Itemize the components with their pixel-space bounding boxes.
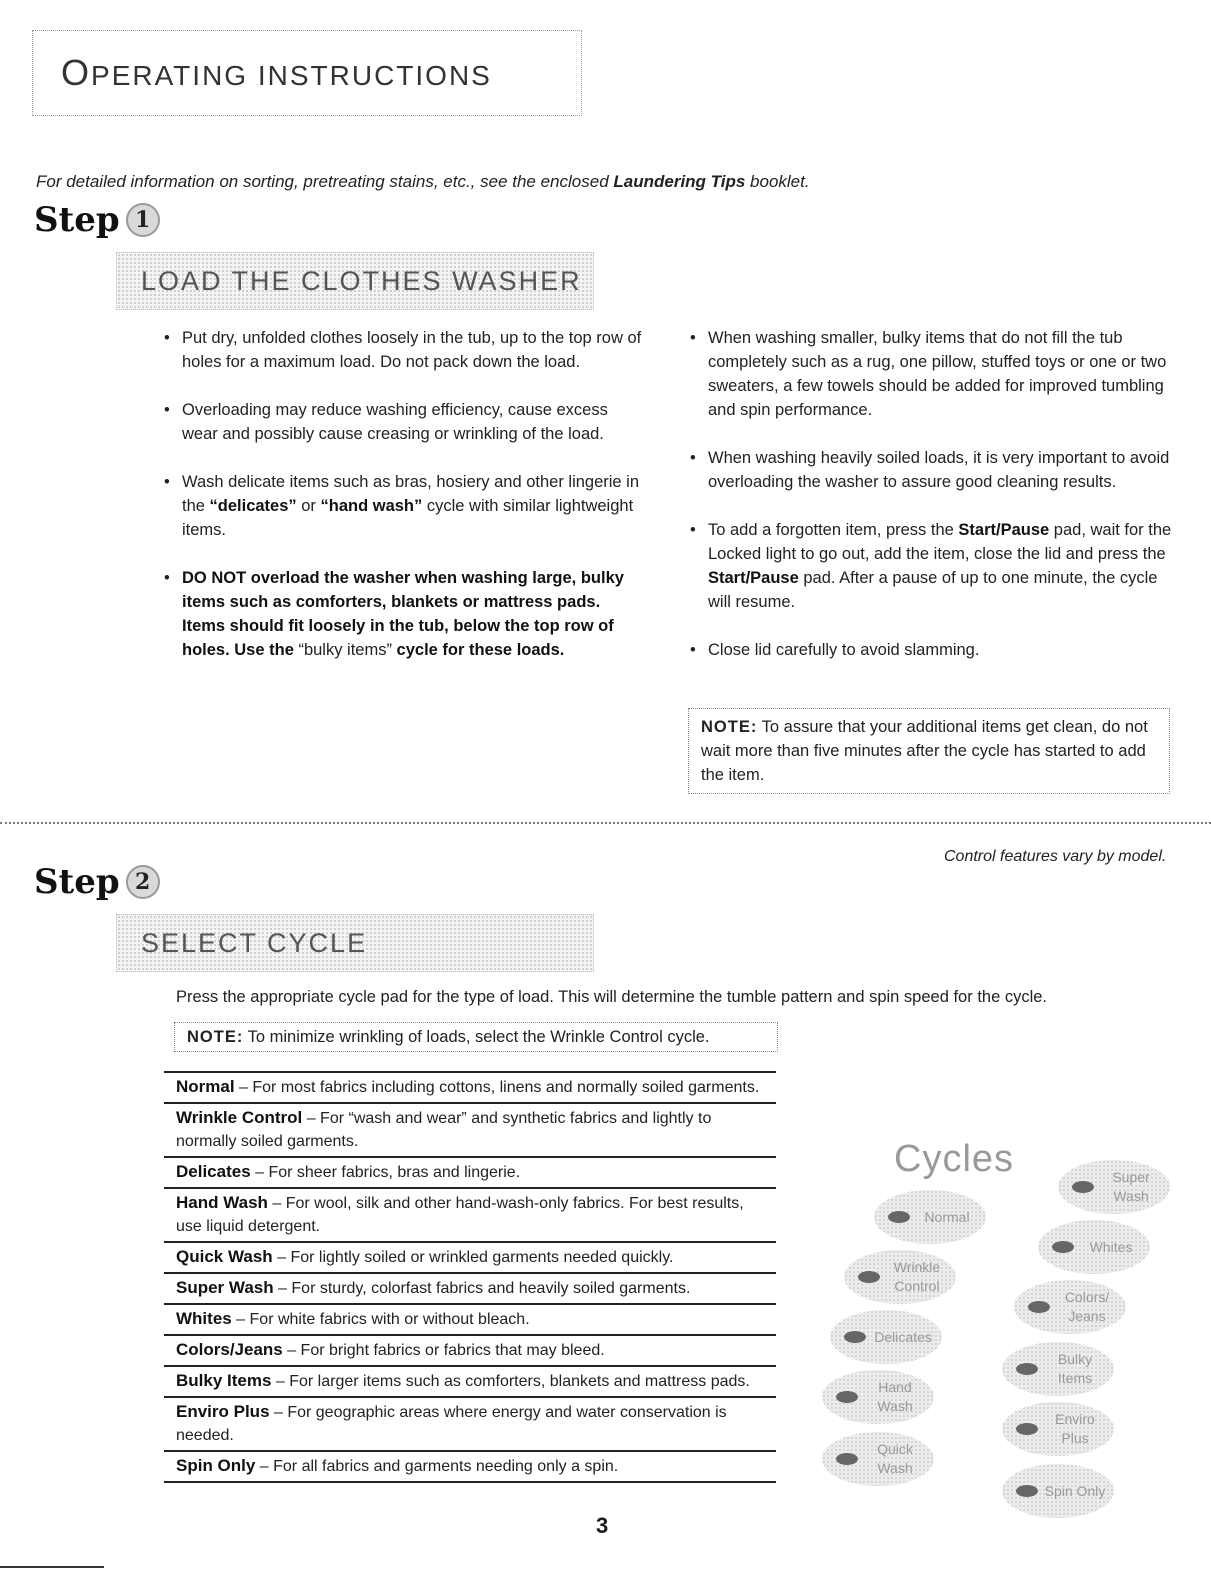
step1-left-column [162,326,646,686]
cycle-description: – For white fabrics with or without bleach. [231,1311,530,1328]
cycle-pad-hand-wash[interactable] [822,1370,934,1424]
cycle-name: Spin Only [176,1456,256,1475]
table-row [164,1450,776,1483]
step2-band-title: SELECT CYCLE [141,927,368,958]
step1-band-title: LOAD THE CLOTHES WASHER [141,265,582,296]
step1-band [116,252,594,310]
cycle-pad-label: Enviro Plus [1055,1411,1095,1446]
bullet-item [162,470,646,542]
step2-heading [34,862,160,902]
intro-pre: For detailed information on sorting, pretreating stains, etc., see the enclosed [36,172,614,191]
intro-post: booklet. [745,172,810,191]
bullet-text: or [296,497,321,515]
emphasis-text: Start/Pause [958,521,1050,539]
cycle-pad-bulky-items[interactable] [1002,1342,1114,1396]
cycle-description: – For larger items such as comforters, blankets and mattress pads. [271,1373,750,1390]
emphasis-text: overload the washer when washing large, bulky items such as comforters, blankets or mattress pads. Items should fit loosely in the tub, below the top row of holes. Use the [182,569,624,659]
emphasis-text: cycle for these loads. [391,641,565,659]
emphasis-text: DO NOT [182,569,247,587]
cycle-pad-label: Bulky Items [1057,1351,1093,1386]
cycle-name: Normal [176,1077,235,1096]
bullet-text: Put dry, unfolded clothes loosely in the tub, up to the top row of holes for a maximum load. Do not pack down the load. [182,329,642,371]
bullet-text: “bulky items” [298,641,392,659]
footer-rule [0,1566,104,1568]
table-row [164,1156,776,1187]
cycle-name: Delicates [176,1162,251,1181]
emphasis-text: Start/Pause [708,569,799,587]
step1-right-list [688,326,1178,662]
table-row [164,1272,776,1303]
emphasis-text: “delicates” [209,497,297,515]
note-label: NOTE: [187,1028,244,1046]
cycle-description: – For bright fabrics or fabrics that may bleed. [282,1342,605,1359]
bullet-text: Overloading may reduce washing efficiency, cause excess wear and possibly cause creasing or wrinkling of the load. [182,401,608,443]
bullet-item [688,518,1178,614]
table-row [164,1102,776,1156]
bullet-item [688,446,1178,494]
cycle-pad-super-wash[interactable] [1058,1160,1170,1214]
step2-label: Step [34,862,120,902]
cycle-pad-spin-only[interactable] [1002,1464,1114,1518]
indicator-light-icon [1052,1241,1074,1253]
emphasis-text: “hand wash” [320,497,423,515]
cycle-description: – For wool, silk and other hand-wash-only fabrics. For best results, use liquid detergent. [176,1195,744,1235]
cycle-pad-label: Hand Wash [877,1379,913,1414]
cycle-pad-label: Colors/ Jeans [1064,1289,1110,1324]
step2-note [174,1022,778,1052]
step1-label: Step [34,200,120,240]
cycle-pad-quick-wash[interactable] [822,1432,934,1486]
table-row [164,1303,776,1334]
cycle-description: – For most fabrics including cottons, linens and normally soiled garments. [234,1079,760,1096]
cycle-description: – For all fabrics and garments needing only a spin. [255,1458,619,1475]
cycle-name: Colors/Jeans [176,1340,283,1359]
cycle-pad-label: Quick Wash [877,1441,913,1476]
table-row [164,1241,776,1272]
indicator-light-icon [1028,1301,1050,1313]
cycle-descriptions-table [164,1071,776,1483]
step2-number-icon: 2 [126,865,160,899]
step1-right-column [688,326,1178,686]
bullet-item [688,326,1178,422]
cycle-pad-label: Spin Only [1044,1482,1106,1499]
cycle-pad-normal[interactable] [874,1190,986,1244]
bullet-item [162,398,646,446]
cycle-pad-label: Wrinkle Control [893,1259,941,1294]
cycle-pad-colors-jeans[interactable] [1014,1280,1126,1334]
bullet-text: To add a forgotten item, press the [708,521,959,539]
cycle-name: Bulky Items [176,1371,272,1390]
indicator-light-icon [836,1391,858,1403]
note-text: To minimize wrinkling of loads, select the Wrinkle Control cycle. [243,1028,710,1046]
cycle-name: Wrinkle Control [176,1108,303,1127]
table-row [164,1187,776,1241]
bullet-text: Close lid carefully to avoid slamming. [708,641,980,659]
intro-bold: Laundering Tips [613,172,746,191]
indicator-light-icon [844,1331,866,1343]
cycle-pad-enviro-plus[interactable] [1002,1402,1114,1456]
bullet-text: Wash delicate items such as bras, hosiery and other lingerie in the [182,473,640,515]
step1-left-list [162,326,646,662]
note-label: NOTE: [701,718,758,736]
cycle-description: – For sheer fabrics, bras and lingerie. [250,1164,521,1181]
bullet-text: pad. After a pause of up to one minute, the cycle will resume. [708,569,1158,611]
indicator-light-icon [1016,1485,1038,1497]
note-text: To assure that your additional items get clean, do not wait more than five minutes after the cycle has started to add the item. [701,718,1148,784]
step2-band [116,914,594,972]
page-title: OPERATING INSTRUCTIONS [61,52,492,93]
bullet-item [162,326,646,374]
bullet-text: When washing heavily soiled loads, it is very important to avoid overloading the washer to assure good cleaning results. [708,449,1170,491]
indicator-light-icon [858,1271,880,1283]
step1-heading [34,200,160,240]
cycle-description: – For “wash and wear” and synthetic fabrics and lightly to normally soiled garments. [176,1110,712,1150]
table-row [164,1071,776,1102]
table-row [164,1365,776,1396]
step1-number-icon: 1 [126,203,160,237]
section-divider [0,822,1211,824]
table-row [164,1396,776,1450]
intro-text [36,172,810,192]
bullet-item [162,566,646,662]
control-features-note: Control features vary by model. [944,848,1167,865]
cycle-name: Enviro Plus [176,1402,270,1421]
title-box [32,30,582,116]
bullet-text: pad, wait for the Locked light to go out, add the item, close the lid and press the [708,521,1172,563]
table-row [164,1334,776,1365]
step1-note [688,708,1170,794]
cycle-description: – For sturdy, colorfast fabrics and heavily soiled garments. [273,1280,691,1297]
bullet-text: When washing smaller, bulky items that do not fill the tub completely such as a rug, one pillow, stuffed toys or one or two sweaters, a few towels should be added for improved tumbling and spin performance. [708,329,1167,419]
cycle-name: Super Wash [176,1278,274,1297]
cycle-name: Whites [176,1309,232,1328]
cycle-pad-wrinkle-control[interactable] [844,1250,956,1304]
indicator-light-icon [1016,1363,1038,1375]
bullet-text: cycle with similar lightweight items. [182,497,634,539]
indicator-light-icon [1072,1181,1094,1193]
cycles-panel-title: Cycles [894,1138,1015,1180]
select-cycle-intro: Press the appropriate cycle pad for the type of load. This will determine the tumble pattern and spin speed for the cycle. [176,988,1048,1006]
indicator-light-icon [888,1211,910,1223]
indicator-light-icon [1016,1423,1038,1435]
cycle-pad-whites[interactable] [1038,1220,1150,1274]
cycles-control-panel [810,1130,1190,1520]
indicator-light-icon [836,1453,858,1465]
cycle-pad-label: Super Wash [1112,1169,1150,1204]
cycle-name: Quick Wash [176,1247,273,1266]
cycle-description: – For lightly soiled or wrinkled garments needed quickly. [272,1249,674,1266]
page-number: 3 [596,1513,609,1538]
cycle-pad-label: Delicates [874,1328,932,1345]
bullet-item [688,638,1178,662]
cycle-name: Hand Wash [176,1193,268,1212]
cycle-pad-label: Normal [924,1208,970,1225]
cycle-pad-label: Whites [1089,1238,1133,1255]
cycle-description: – For geographic areas where energy and water conservation is needed. [176,1404,727,1444]
cycle-pad-delicates[interactable] [830,1310,942,1364]
